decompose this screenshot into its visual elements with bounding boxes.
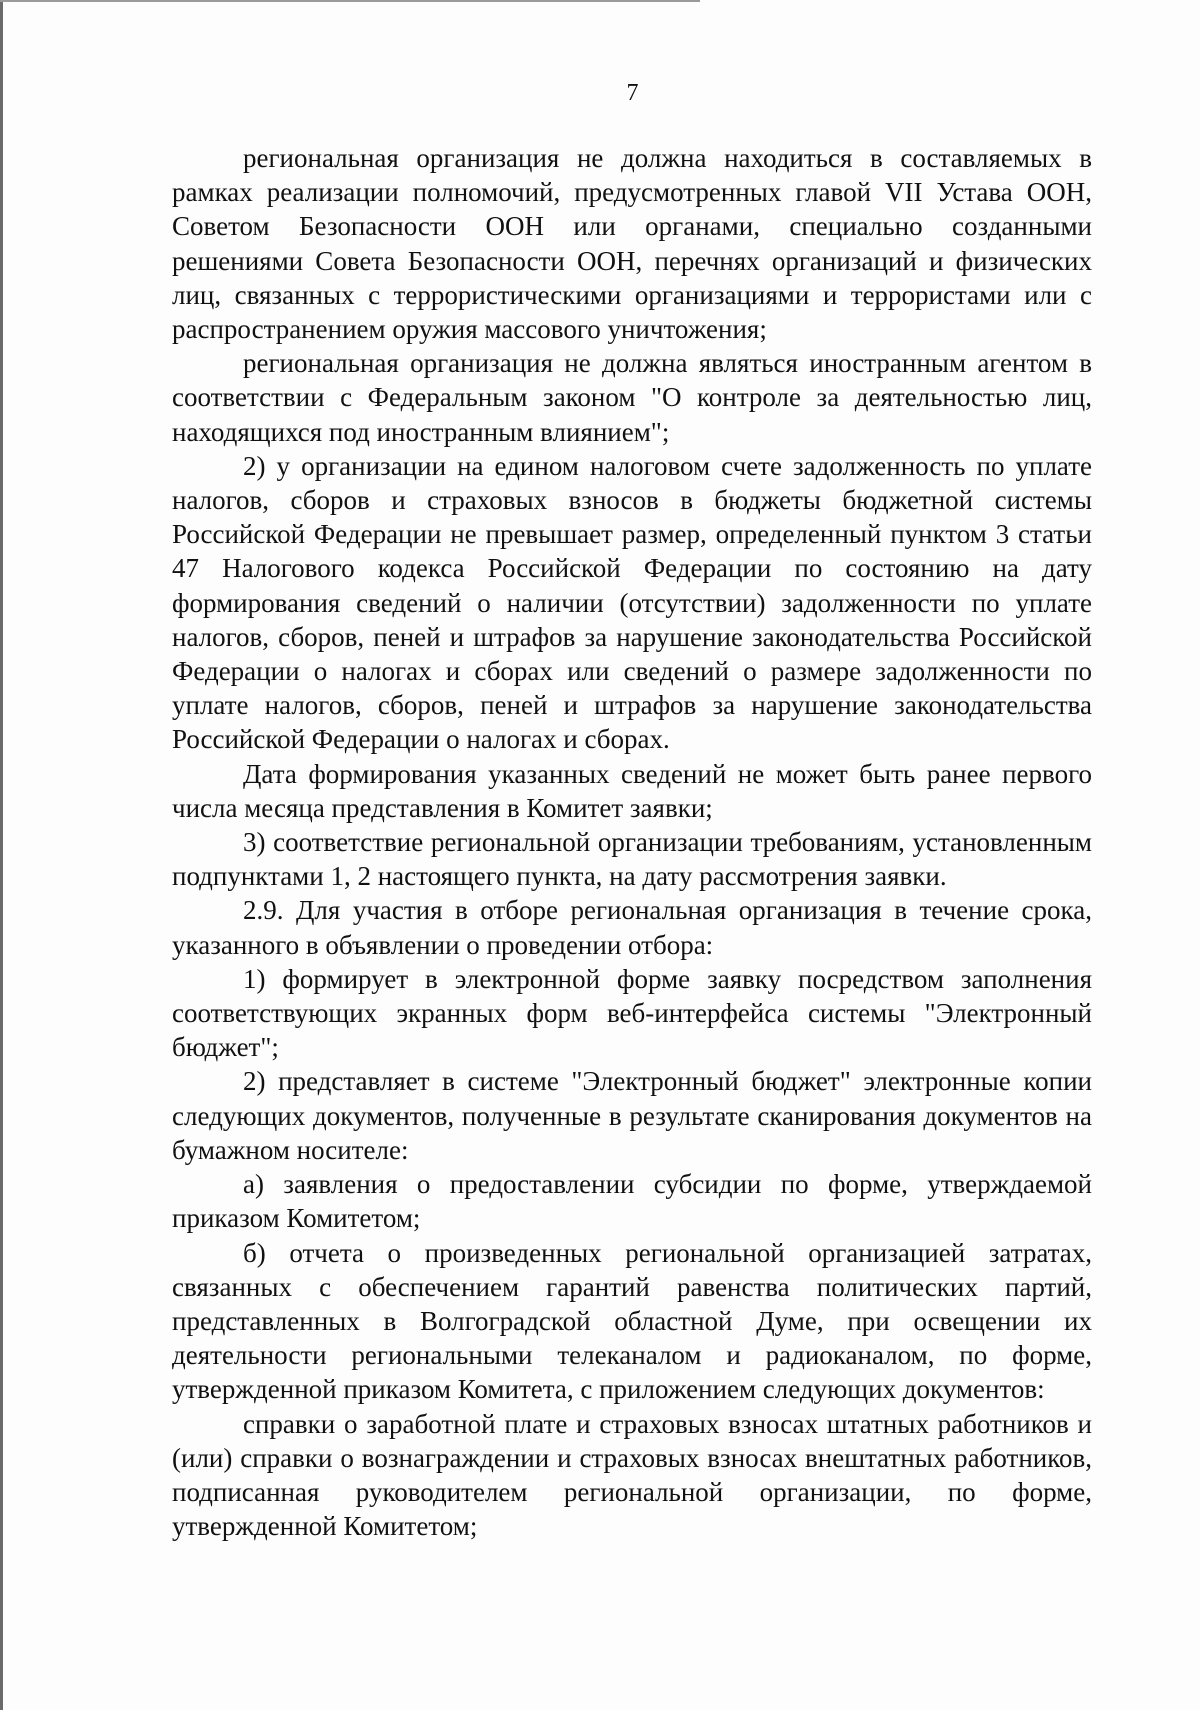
paragraph-electronic-application: 1) формирует в электронной форме заявку посредством заполнения соответствующих экранных форм веб-интерфейса системы "Электронный бюджет";: [172, 963, 1092, 1063]
paragraph-salary-certificates: справки о заработной плате и страховых взносах штатных работников и (или) справки о вознаграждении и страховых взносах внештатных работников, подписанная руководителем региональной организации, по форме, утвержденной Комитетом;: [172, 1408, 1092, 1542]
paragraph-document-copies: 2) представляет в системе "Электронный бюджет" электронные копии следующих документов, полученные в результате сканирования документов на бумажном носителе:: [172, 1066, 1092, 1165]
paragraph-tax-debt: 2) у организации на едином налоговом счете задолженность по уплате налогов, сборов и страховых взносов в бюджеты бюджетной системы Российской Федерации не превышает размер, определенный пунктом 3 статьи 47 Налогового кодекса Российской Федерации по состоянию на дату формирования сведений о наличии (отсутствии) задолженности по уплате налогов, сборов, пеней и штрафов за нарушение законодательства Российской Федерации о налогах и сборах или сведений о размере задолженности по уплате налогов, сборов, пеней и штрафов за нарушение законодательства Российской Федерации о налогах и сборах.: [172, 450, 1092, 755]
paragraph-expense-report: б) отчета о произведенных региональной организацией затратах, связанных с обеспечением гарантий равенства политических партий, представленных в Волгоградской областной Думе, при освещении их деятельности региональными телеканалом и радиоканалом, по форме, утвержденной приказом Комитета, с приложением следующих документов:: [172, 1237, 1092, 1405]
scan-edge-top: [0, 0, 700, 2]
paragraph-requirements-compliance: 3) соответствие региональной организации требованиям, установленным подпунктами 1, 2 настоящего пункта, на дату рассмотрения заявки.: [172, 827, 1092, 892]
paragraph-terrorist-lists: региональная организация не должна находиться в составляемых в рамках реализации полномочий, предусмотренных главой VII Устава ООН, Советом Безопасности ООН или органами, специально созданными решениями Совета Безопасности ООН, перечнях организаций и физических лиц, связанных с террористическими организациями и террористами или с распространением оружия массового уничтожения;: [172, 143, 1092, 345]
paragraph-2-9: 2.9. Для участия в отборе региональная организация в течение срока, указанного в объявлении о проведении отбора:: [172, 895, 1092, 960]
page-number: 7: [626, 80, 639, 106]
paragraph-info-date: Дата формирования указанных сведений не может быть ранее первого числа месяца представления в Комитет заявки;: [172, 758, 1092, 823]
paragraph-subsidy-statement: а) заявления о предоставлении субсидии по форме, утверждаемой приказом Комитетом;: [172, 1169, 1092, 1234]
scan-edge-left: [0, 0, 3, 1710]
paragraph-foreign-agent: региональная организация не должна являться иностранным агентом в соответствии с Федеральным законом "О контроле за деятельностью лиц, находящихся под иностранным влиянием";: [172, 348, 1092, 447]
document-body: [172, 141, 1092, 1543]
